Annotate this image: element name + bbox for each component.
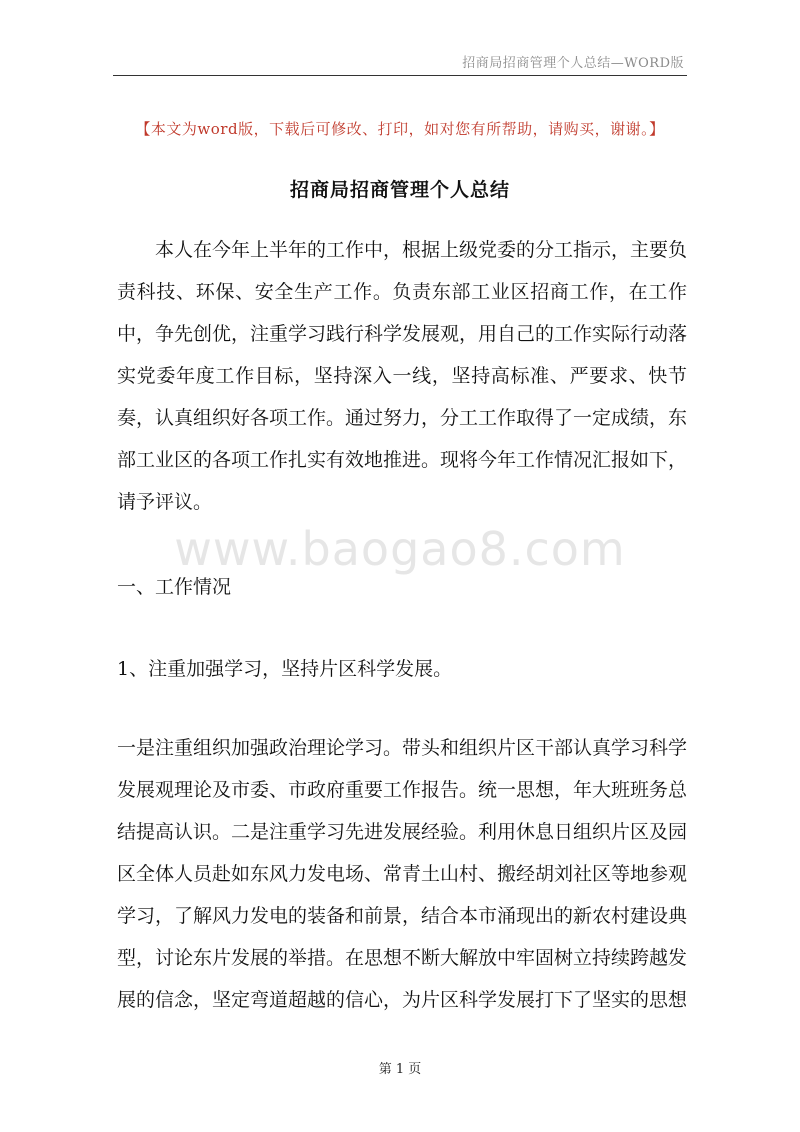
page-number: 第 1 页 bbox=[378, 1062, 422, 1077]
download-notice: 【本文为word版，下载后可修改、打印，如对您有所帮助，请购买，谢谢。】 bbox=[135, 120, 665, 138]
header-rule bbox=[113, 75, 687, 76]
subsection-heading: 1、注重加强学习，坚持片区科学发展。 bbox=[117, 658, 453, 680]
document-title: 招商局招商管理个人总结 bbox=[289, 179, 510, 201]
watermark: www.baogao8.com bbox=[174, 522, 626, 576]
body-paragraph: 一是注重组织加强政治理论学习。带头和组织片区干部认真学习科学发展观理论及市委、市政府重要工作报告。统一思想，年大班班务总结提高认识。二是注重学习先进发展经验。利用休息日组织片区及园区全体人员赴如东风力发电场、常青土山村、搬经胡刘社区等地参观学习，了解风力发电的装备和前景，结合本市涌现出的新农村建设典型，讨论东片发展的举措。在思想不断大解放中牢固树立持续跨越发展的信念，坚定弯道超越的信心，为片区科学发展打下了坚实的思想 bbox=[117, 737, 688, 1011]
section-heading: 一、工作情况 bbox=[117, 576, 232, 598]
intro-paragraph: 本人在今年上半年的工作中，根据上级党委的分工指示，主要负责科技、环保、安全生产工作。负责东部工业区招商工作，在工作中，争先创优，注重学习践行科学发展观，用自己的工作实际行动落实党委年度工作目标，坚持深入一线，坚持高标准、严要求、快节奏，认真组织好各项工作。通过努力，分工工作取得了一定成绩，东部工业区的各项工作扎实有效地推进。现将今年工作情况汇报如下，请予评议。 bbox=[117, 239, 688, 513]
header-running-title: 招商局招商管理个人总结—WORD版 bbox=[462, 56, 684, 71]
